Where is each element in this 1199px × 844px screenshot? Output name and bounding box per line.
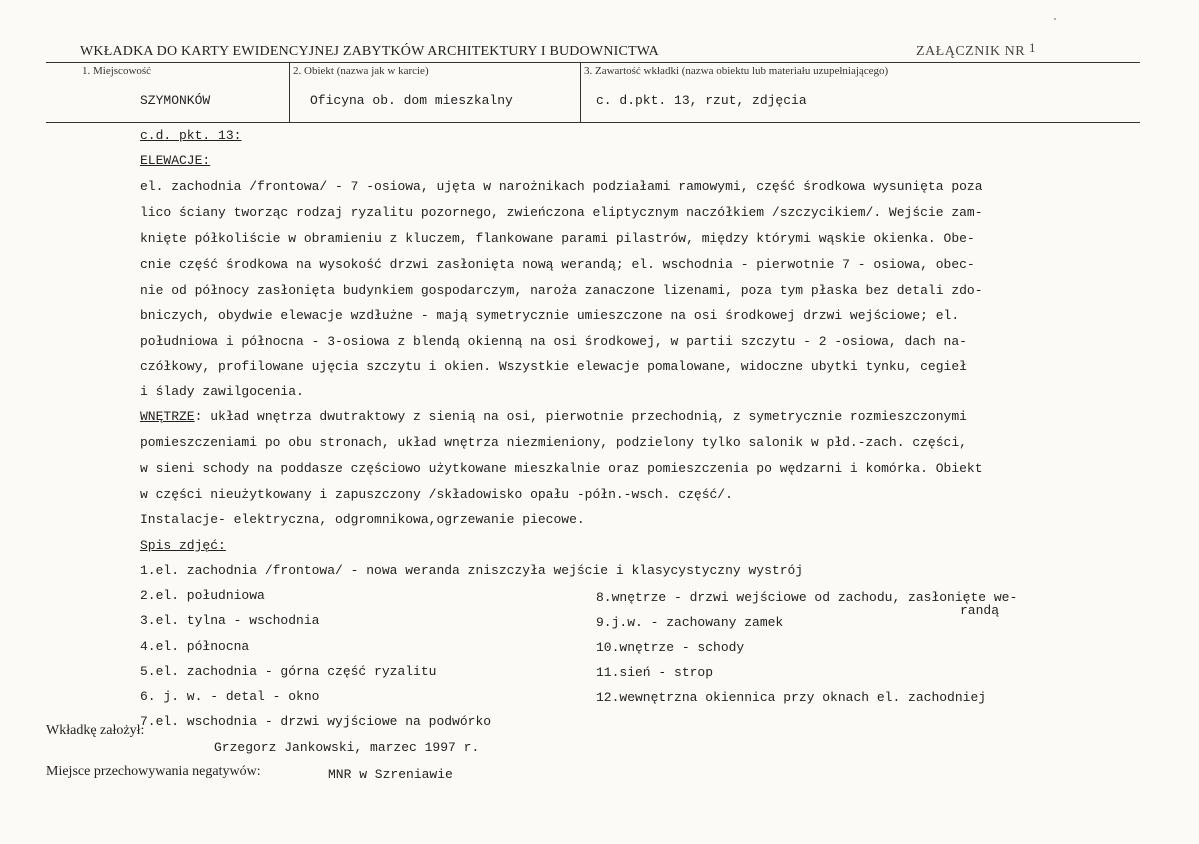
photo-item: 2.el. południowa <box>140 588 265 603</box>
form-title: WKŁADKA DO KARTY EWIDENCYJNEJ ZABYTKÓW ARCHITEKTURY I BUDOWNICTWA <box>80 44 659 59</box>
interior-line: w części nieużytkowany i zapuszczony /składowisko opału -półn.-wsch. część/. <box>140 487 733 502</box>
annex-label-group <box>916 40 1037 60</box>
elevations-line: cnie część środkowa na wysokość drzwi zasłonięta nową werandą; el. wschodnia - pierwotnie 7 - osiowa, obec- <box>140 257 975 272</box>
negatives-storage-label: Miejsce przechowywania negatywów: <box>46 764 261 779</box>
photo-item: 9.j.w. - zachowany zamek <box>596 615 784 630</box>
object-heading: 2. Obiekt (nazwa jak w karcie) <box>293 65 429 77</box>
photo-item: 7.el. wschodnia - drzwi wyjściowe na podwórko <box>140 714 492 729</box>
photo-item: 6. j. w. - detal - okno <box>140 689 320 704</box>
locality-heading: 1. Miejscowość <box>82 65 152 77</box>
photo-item: 3.el. tylna - wschodnia <box>140 613 320 628</box>
photo-item: 11.sień - strop <box>596 665 714 680</box>
elevations-line: i ślady zawilgocenia. <box>140 384 304 399</box>
elevations-line: el. zachodnia /frontowa/ - 7 -osiowa, ujęta w narożnikach podziałami ramowymi, część środkowa wysunięta poza <box>140 179 983 194</box>
elevations-line: południowa i północna - 3-osiowa z blendą okienną na osi środkowej, w partii szczytu - 2 -osiowa, dach na- <box>140 334 967 349</box>
installations-line: Instalacje- elektryczna, odgromnikowa,ogrzewanie piecowe. <box>140 512 585 527</box>
column-divider-2 <box>580 62 581 122</box>
column-divider-1 <box>289 62 290 122</box>
object-value: Oficyna ob. dom mieszkalny <box>310 93 513 108</box>
photo-item: 12.wewnętrzna okiennica przy oknach el. zachodniej <box>596 690 987 705</box>
interior-first-text: : układ wnętrza dwutraktowy z sienią na osi, pierwotnie przechodnią, z symetrycznie rozmieszczonymi <box>194 409 967 424</box>
photo-item: 8.wnętrze - drzwi wejściowe od zachodu, zasłonięte we- <box>596 590 1018 605</box>
elevations-line: nie od północy zasłonięta budynkiem gospodarczym, naroża zanaczone lizenami, poza tym płaska bez detali zdo- <box>140 283 983 298</box>
elevations-line: knięte półkoliście w obramieniu z kluczem, flankowane parami pilastrów, między którymi wąskie okienka. Obe- <box>140 231 975 246</box>
photo-item-continuation: randą <box>960 603 1000 618</box>
section-reference: c.d. pkt. 13: <box>140 128 242 143</box>
annex-label: ZAŁĄCZNIK NR <box>916 44 1026 59</box>
negatives-storage-value: MNR w Szreniawie <box>328 767 453 782</box>
annex-number: 1 <box>1029 40 1037 55</box>
header-bottom-rule <box>46 122 1140 123</box>
created-by-label: Wkładkę założył: <box>46 723 145 738</box>
created-by-value: Grzegorz Jankowski, marzec 1997 r. <box>214 740 480 755</box>
elevations-heading: ELEWACJE: <box>140 153 211 168</box>
photo-item: 5.el. zachodnia - górna część ryzalitu <box>140 664 437 679</box>
contents-heading: 3. Zawartość wkładki (nazwa obiektu lub materiału uzupełniającego) <box>584 65 889 77</box>
elevations-line: bniczych, obydwie elewacje wzdłużne - mają symetrycznie umieszczone na osi środkowej drzwi wejściowe; el. <box>140 308 960 323</box>
photo-item: 10.wnętrze - schody <box>596 640 745 655</box>
interior-heading: WNĘTRZE <box>140 409 195 424</box>
locality-value: SZYMONKÓW <box>140 93 211 108</box>
photo-item: 1.el. zachodnia /frontowa/ - nowa weranda zniszczyła wejście i klasycystyczny wystrój <box>140 563 804 578</box>
contents-value: c. d.pkt. 13, rzut, zdjęcia <box>596 93 807 108</box>
photos-heading: Spis zdjęć: <box>140 538 226 553</box>
scan-speck <box>1054 18 1056 20</box>
interior-line: w sieni schody na poddasze częściowo użytkowane mieszkalnie oraz pomieszczenia po wędzarni i komórka. Obiekt <box>140 461 983 476</box>
elevations-line: czółkowy, profilowane ujęcia szczytu i okien. Wszystkie elewacje pomalowane, widoczne ubytki tynku, cegieł <box>140 359 967 374</box>
elevations-line: lico ściany tworząc rodzaj ryzalitu pozornego, zwieńczona eliptycznym naczółkiem /szczycikiem/. Wejście zam- <box>140 205 983 220</box>
interior-first-line <box>140 409 967 424</box>
header-top-rule <box>46 62 1140 63</box>
photo-item: 4.el. północna <box>140 639 250 654</box>
interior-line: pomieszczeniami po obu stronach, układ wnętrza niezmieniony, podzielony tylko salonik w płd.-zach. części, <box>140 435 967 450</box>
